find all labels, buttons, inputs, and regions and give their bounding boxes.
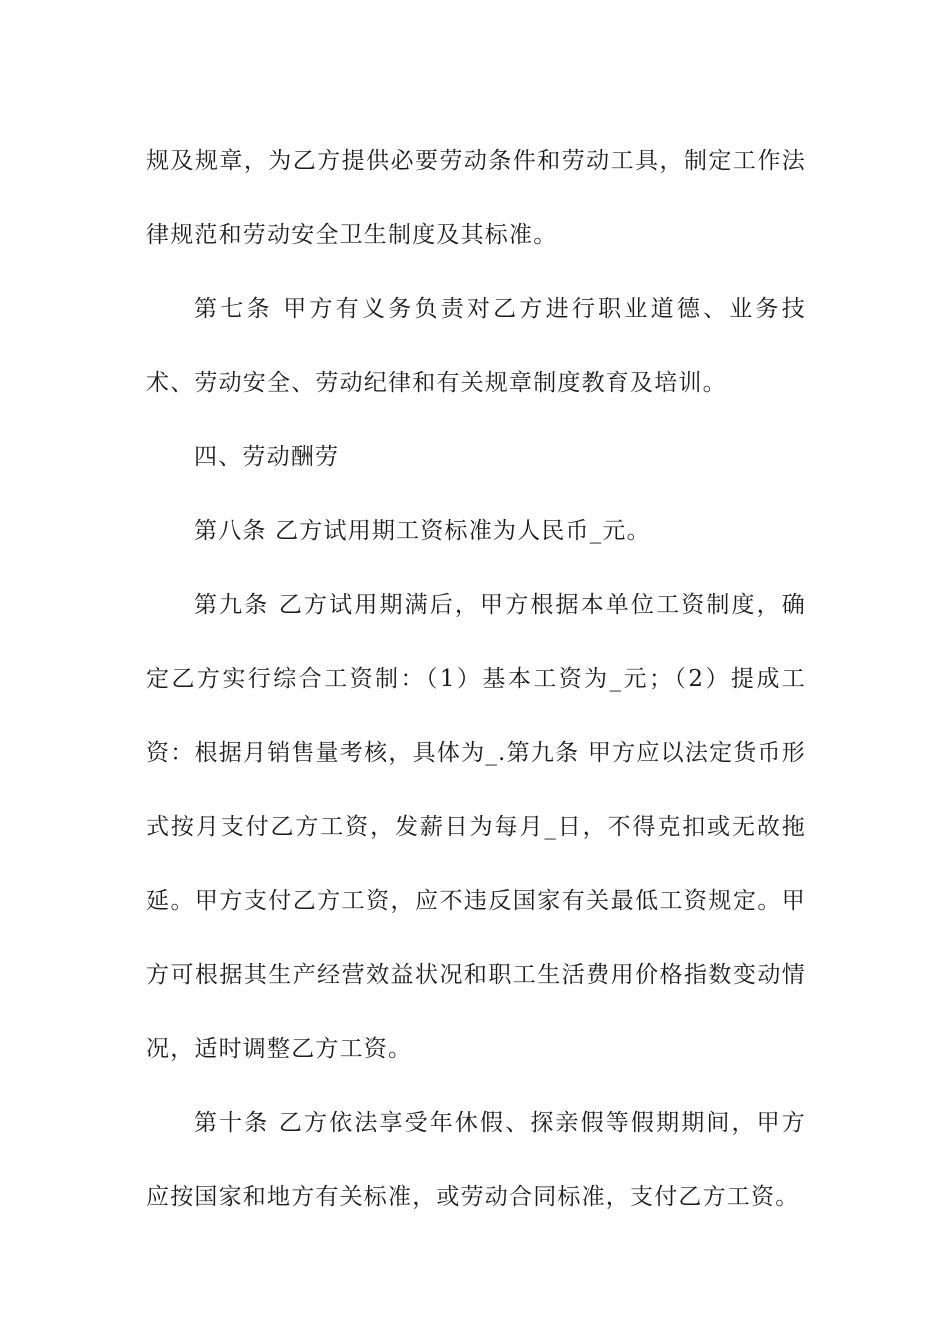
paragraph-article-7: 第七条 甲方有义务负责对乙方进行职业道德、业务技术、劳动安全、劳动纪律和有关规章制度教育及培训。 (146, 296, 806, 396)
paragraph-article-9: 第九条 乙方试用期满后，甲方根据本单位工资制度，确定乙方实行综合工资制：（1）基本工资为_元；（2）提成工资：根据月销售量考核，具体为_.第九条 甲方应以法定货币形式按月支付乙方工资，发薪日为每月_日，不得克扣或无故拖延。甲方支付乙方工资，应不违反国家有关最低工资规定。甲方可根据其生产经营效益状况和职工生活费用价格指数变动情况，适时调整乙方工资。 (146, 592, 806, 1062)
section-heading-remuneration: 四、劳动酬劳 (194, 444, 340, 470)
paragraph-article-10: 第十条 乙方依法享受年休假、探亲假等假期期间，甲方应按国家和地方有关标准，或劳动合同标准，支付乙方工资。 (146, 1110, 806, 1210)
document-body (146, 124, 806, 1234)
paragraph-1: 规及规章，为乙方提供必要劳动条件和劳动工具，制定工作法律规范和劳动安全卫生制度及其标准。 (146, 148, 806, 248)
paragraph-article-8: 第八条 乙方试用期工资标准为人民币_元。 (194, 518, 651, 544)
